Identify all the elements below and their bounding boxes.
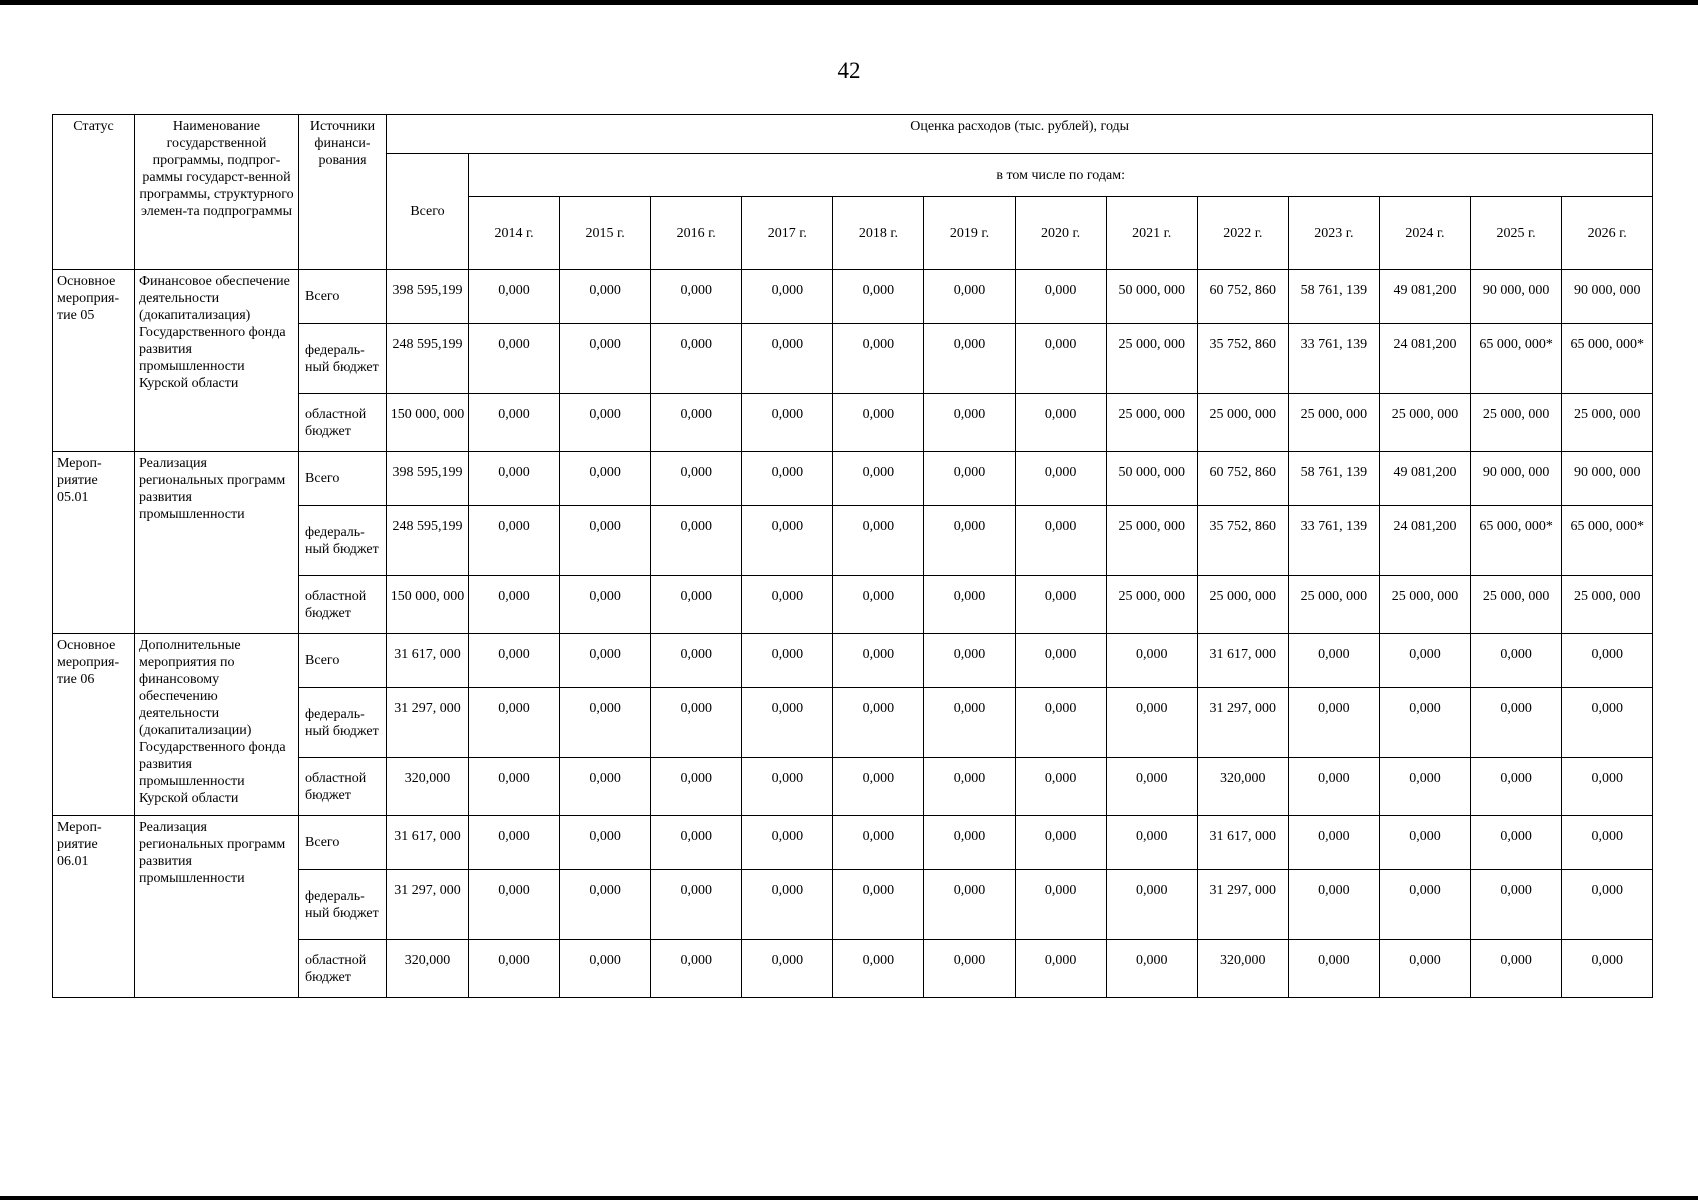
source-cell: Всего — [299, 634, 387, 688]
table-body — [53, 270, 1653, 998]
year-value-cell: 0,000 — [1015, 270, 1106, 324]
table-header — [53, 115, 1653, 270]
year-value-cell: 50 000, 000 — [1106, 452, 1197, 506]
year-value-cell: 0,000 — [651, 940, 742, 998]
total-cell: 320,000 — [387, 758, 469, 816]
year-value-cell: 0,000 — [833, 688, 924, 758]
total-cell: 398 595,199 — [387, 270, 469, 324]
year-value-cell: 0,000 — [742, 576, 833, 634]
year-value-cell: 0,000 — [1015, 816, 1106, 870]
year-value-cell: 24 081,200 — [1379, 324, 1470, 394]
year-value-cell: 0,000 — [651, 394, 742, 452]
year-value-cell: 0,000 — [469, 634, 560, 688]
year-value-cell: 90 000, 000 — [1562, 270, 1653, 324]
year-value-cell: 25 000, 000 — [1197, 394, 1288, 452]
status-cell: Основное мероприя-тие 05 — [53, 270, 135, 452]
header-total: Всего — [387, 154, 469, 270]
status-cell: Мероп-риятие 05.01 — [53, 452, 135, 634]
total-cell: 31 297, 000 — [387, 688, 469, 758]
source-cell: областной бюджет — [299, 576, 387, 634]
year-value-cell: 0,000 — [1015, 324, 1106, 394]
year-value-cell: 25 000, 000 — [1562, 576, 1653, 634]
year-value-cell: 24 081,200 — [1379, 506, 1470, 576]
year-value-cell: 58 761, 139 — [1288, 452, 1379, 506]
year-value-cell: 0,000 — [833, 452, 924, 506]
year-value-cell: 0,000 — [469, 394, 560, 452]
year-value-cell: 0,000 — [924, 576, 1015, 634]
year-value-cell: 0,000 — [742, 870, 833, 940]
year-value-cell: 0,000 — [469, 870, 560, 940]
year-value-cell: 35 752, 860 — [1197, 506, 1288, 576]
year-value-cell: 0,000 — [469, 452, 560, 506]
year-value-cell: 0,000 — [1471, 870, 1562, 940]
header-year: 2023 г. — [1288, 197, 1379, 270]
year-value-cell: 0,000 — [1106, 688, 1197, 758]
header-year: 2019 г. — [924, 197, 1015, 270]
year-value-cell: 65 000, 000* — [1562, 324, 1653, 394]
year-value-cell: 65 000, 000* — [1471, 506, 1562, 576]
year-value-cell: 0,000 — [560, 576, 651, 634]
header-year: 2025 г. — [1471, 197, 1562, 270]
header-including: в том числе по годам: — [469, 154, 1653, 197]
source-cell: Всего — [299, 816, 387, 870]
year-value-cell: 0,000 — [742, 394, 833, 452]
year-value-cell: 0,000 — [469, 270, 560, 324]
year-value-cell: 0,000 — [651, 576, 742, 634]
year-value-cell: 25 000, 000 — [1379, 576, 1470, 634]
year-value-cell: 0,000 — [651, 324, 742, 394]
budget-table — [52, 114, 1653, 998]
year-value-cell: 0,000 — [924, 270, 1015, 324]
year-value-cell: 0,000 — [742, 758, 833, 816]
year-value-cell: 0,000 — [833, 324, 924, 394]
name-cell: Реализация региональных программ развития промышленности — [135, 452, 299, 634]
year-value-cell: 0,000 — [560, 634, 651, 688]
year-value-cell: 0,000 — [924, 758, 1015, 816]
year-value-cell: 0,000 — [651, 270, 742, 324]
year-value-cell: 0,000 — [742, 688, 833, 758]
header-year: 2020 г. — [1015, 197, 1106, 270]
year-value-cell: 0,000 — [651, 870, 742, 940]
year-value-cell: 33 761, 139 — [1288, 324, 1379, 394]
year-value-cell: 0,000 — [1106, 634, 1197, 688]
scan-edge-bottom — [0, 1196, 1698, 1200]
year-value-cell: 0,000 — [1379, 758, 1470, 816]
year-value-cell: 0,000 — [1471, 688, 1562, 758]
header-year: 2018 г. — [833, 197, 924, 270]
year-value-cell: 0,000 — [1288, 634, 1379, 688]
year-value-cell: 25 000, 000 — [1288, 394, 1379, 452]
year-value-cell: 0,000 — [560, 394, 651, 452]
year-value-cell: 0,000 — [924, 324, 1015, 394]
year-value-cell: 33 761, 139 — [1288, 506, 1379, 576]
year-value-cell: 60 752, 860 — [1197, 270, 1288, 324]
year-value-cell: 0,000 — [651, 688, 742, 758]
year-value-cell: 0,000 — [1015, 452, 1106, 506]
header-year: 2014 г. — [469, 197, 560, 270]
year-value-cell: 0,000 — [742, 270, 833, 324]
page-number: 42 — [837, 58, 861, 83]
year-value-cell: 0,000 — [1562, 816, 1653, 870]
header-year: 2016 г. — [651, 197, 742, 270]
year-value-cell: 0,000 — [469, 576, 560, 634]
year-value-cell: 60 752, 860 — [1197, 452, 1288, 506]
year-value-cell: 0,000 — [1015, 688, 1106, 758]
year-value-cell: 31 297, 000 — [1197, 688, 1288, 758]
year-value-cell: 0,000 — [560, 270, 651, 324]
year-value-cell: 90 000, 000 — [1471, 452, 1562, 506]
total-cell: 320,000 — [387, 940, 469, 998]
year-value-cell: 0,000 — [1562, 634, 1653, 688]
year-value-cell: 0,000 — [1288, 688, 1379, 758]
total-cell: 398 595,199 — [387, 452, 469, 506]
source-cell: областной бюджет — [299, 758, 387, 816]
year-value-cell: 320,000 — [1197, 758, 1288, 816]
table-row — [53, 816, 1653, 870]
year-value-cell: 0,000 — [1015, 940, 1106, 998]
year-value-cell: 58 761, 139 — [1288, 270, 1379, 324]
header-year: 2024 г. — [1379, 197, 1470, 270]
header-year: 2017 г. — [742, 197, 833, 270]
year-value-cell: 90 000, 000 — [1471, 270, 1562, 324]
year-value-cell: 0,000 — [1015, 870, 1106, 940]
year-value-cell: 0,000 — [469, 324, 560, 394]
year-value-cell: 0,000 — [560, 324, 651, 394]
year-value-cell: 0,000 — [651, 452, 742, 506]
year-value-cell: 320,000 — [1197, 940, 1288, 998]
year-value-cell: 0,000 — [1015, 506, 1106, 576]
year-value-cell: 0,000 — [1562, 758, 1653, 816]
year-value-cell: 0,000 — [469, 816, 560, 870]
year-value-cell: 0,000 — [651, 506, 742, 576]
header-sources: Источники финанси-рования — [299, 115, 387, 270]
year-value-cell: 0,000 — [651, 634, 742, 688]
year-value-cell: 49 081,200 — [1379, 452, 1470, 506]
year-value-cell: 0,000 — [560, 688, 651, 758]
year-value-cell: 0,000 — [1471, 634, 1562, 688]
year-value-cell: 0,000 — [651, 758, 742, 816]
year-value-cell: 0,000 — [924, 634, 1015, 688]
year-value-cell: 0,000 — [742, 940, 833, 998]
year-value-cell: 0,000 — [1288, 758, 1379, 816]
year-value-cell: 0,000 — [1015, 394, 1106, 452]
year-value-cell: 25 000, 000 — [1106, 576, 1197, 634]
total-cell: 150 000, 000 — [387, 394, 469, 452]
year-value-cell: 31 297, 000 — [1197, 870, 1288, 940]
total-cell: 248 595,199 — [387, 324, 469, 394]
header-year: 2015 г. — [560, 197, 651, 270]
year-value-cell: 35 752, 860 — [1197, 324, 1288, 394]
year-value-cell: 0,000 — [1471, 758, 1562, 816]
year-value-cell: 0,000 — [469, 688, 560, 758]
source-cell: Всего — [299, 270, 387, 324]
year-value-cell: 0,000 — [1106, 758, 1197, 816]
year-value-cell: 0,000 — [469, 758, 560, 816]
year-value-cell: 0,000 — [1288, 940, 1379, 998]
year-value-cell: 0,000 — [1379, 688, 1470, 758]
year-value-cell: 0,000 — [469, 506, 560, 576]
name-cell: Финансовое обеспечение деятельности (докапитализация) Государственного фонда развития промышленности Курской области — [135, 270, 299, 452]
year-value-cell: 0,000 — [924, 394, 1015, 452]
year-value-cell: 0,000 — [924, 506, 1015, 576]
year-value-cell: 0,000 — [1379, 940, 1470, 998]
year-value-cell: 0,000 — [1562, 870, 1653, 940]
year-value-cell: 90 000, 000 — [1562, 452, 1653, 506]
year-value-cell: 0,000 — [1288, 816, 1379, 870]
year-value-cell: 0,000 — [833, 576, 924, 634]
year-value-cell: 0,000 — [560, 870, 651, 940]
year-value-cell: 0,000 — [924, 452, 1015, 506]
status-cell: Основное мероприя-тие 06 — [53, 634, 135, 816]
year-value-cell: 0,000 — [833, 394, 924, 452]
source-cell: областной бюджет — [299, 940, 387, 998]
year-value-cell: 0,000 — [1015, 758, 1106, 816]
year-value-cell: 0,000 — [560, 452, 651, 506]
total-cell: 31 297, 000 — [387, 870, 469, 940]
year-value-cell: 65 000, 000* — [1562, 506, 1653, 576]
header-estimate: Оценка расходов (тыс. рублей), годы — [387, 115, 1653, 154]
year-value-cell: 0,000 — [833, 816, 924, 870]
source-cell: федераль-ный бюджет — [299, 688, 387, 758]
year-value-cell: 0,000 — [833, 270, 924, 324]
year-value-cell: 0,000 — [833, 870, 924, 940]
year-value-cell: 49 081,200 — [1379, 270, 1470, 324]
year-value-cell: 0,000 — [1106, 940, 1197, 998]
year-value-cell: 0,000 — [833, 506, 924, 576]
year-value-cell: 0,000 — [833, 758, 924, 816]
total-cell: 31 617, 000 — [387, 634, 469, 688]
year-value-cell: 25 000, 000 — [1471, 576, 1562, 634]
name-cell: Дополнительные мероприятия по финансовому обеспечению деятельности (докапитализации) Государственного фонда развития промышленности Курской области — [135, 634, 299, 816]
year-value-cell: 0,000 — [742, 324, 833, 394]
source-cell: федераль-ный бюджет — [299, 506, 387, 576]
year-value-cell: 0,000 — [1379, 816, 1470, 870]
year-value-cell: 25 000, 000 — [1197, 576, 1288, 634]
year-value-cell: 25 000, 000 — [1471, 394, 1562, 452]
table-row — [53, 270, 1653, 324]
year-value-cell: 0,000 — [924, 688, 1015, 758]
total-cell: 31 617, 000 — [387, 816, 469, 870]
source-cell: областной бюджет — [299, 394, 387, 452]
year-value-cell: 31 617, 000 — [1197, 816, 1288, 870]
year-value-cell: 31 617, 000 — [1197, 634, 1288, 688]
year-value-cell: 0,000 — [560, 940, 651, 998]
header-status: Статус — [53, 115, 135, 270]
year-value-cell: 0,000 — [560, 758, 651, 816]
header-year: 2021 г. — [1106, 197, 1197, 270]
year-value-cell: 0,000 — [469, 940, 560, 998]
year-value-cell: 25 000, 000 — [1106, 394, 1197, 452]
year-value-cell: 0,000 — [1288, 870, 1379, 940]
header-name: Наименование государственной программы, подпрог-раммы государст-венной программы, структурного элемен-та подпрограммы — [135, 115, 299, 270]
year-value-cell: 65 000, 000* — [1471, 324, 1562, 394]
year-value-cell: 0,000 — [1106, 870, 1197, 940]
year-value-cell: 0,000 — [742, 506, 833, 576]
year-value-cell: 0,000 — [924, 940, 1015, 998]
year-value-cell: 0,000 — [833, 634, 924, 688]
table-row — [53, 634, 1653, 688]
year-value-cell: 0,000 — [742, 816, 833, 870]
year-value-cell: 25 000, 000 — [1106, 506, 1197, 576]
year-value-cell: 0,000 — [1379, 870, 1470, 940]
year-value-cell: 0,000 — [1015, 634, 1106, 688]
source-cell: федераль-ный бюджет — [299, 870, 387, 940]
year-value-cell: 0,000 — [924, 816, 1015, 870]
table-row — [53, 452, 1653, 506]
status-cell: Мероп-риятие 06.01 — [53, 816, 135, 998]
total-cell: 248 595,199 — [387, 506, 469, 576]
year-value-cell: 25 000, 000 — [1379, 394, 1470, 452]
scan-edge-top — [0, 0, 1698, 5]
year-value-cell: 25 000, 000 — [1562, 394, 1653, 452]
year-value-cell: 0,000 — [560, 816, 651, 870]
year-value-cell: 50 000, 000 — [1106, 270, 1197, 324]
year-value-cell: 0,000 — [1471, 940, 1562, 998]
header-year: 2022 г. — [1197, 197, 1288, 270]
source-cell: Всего — [299, 452, 387, 506]
year-value-cell: 0,000 — [560, 506, 651, 576]
header-year: 2026 г. — [1562, 197, 1653, 270]
year-value-cell: 0,000 — [1106, 816, 1197, 870]
year-value-cell: 0,000 — [1471, 816, 1562, 870]
year-value-cell: 25 000, 000 — [1106, 324, 1197, 394]
name-cell: Реализация региональных программ развития промышленности — [135, 816, 299, 998]
year-value-cell: 0,000 — [833, 940, 924, 998]
year-value-cell: 0,000 — [651, 816, 742, 870]
year-value-cell: 0,000 — [742, 452, 833, 506]
year-value-cell: 0,000 — [1379, 634, 1470, 688]
year-value-cell: 0,000 — [742, 634, 833, 688]
total-cell: 150 000, 000 — [387, 576, 469, 634]
year-value-cell: 0,000 — [1562, 940, 1653, 998]
year-value-cell: 0,000 — [924, 870, 1015, 940]
year-value-cell: 0,000 — [1562, 688, 1653, 758]
year-value-cell: 0,000 — [1015, 576, 1106, 634]
year-value-cell: 25 000, 000 — [1288, 576, 1379, 634]
source-cell: федераль-ный бюджет — [299, 324, 387, 394]
